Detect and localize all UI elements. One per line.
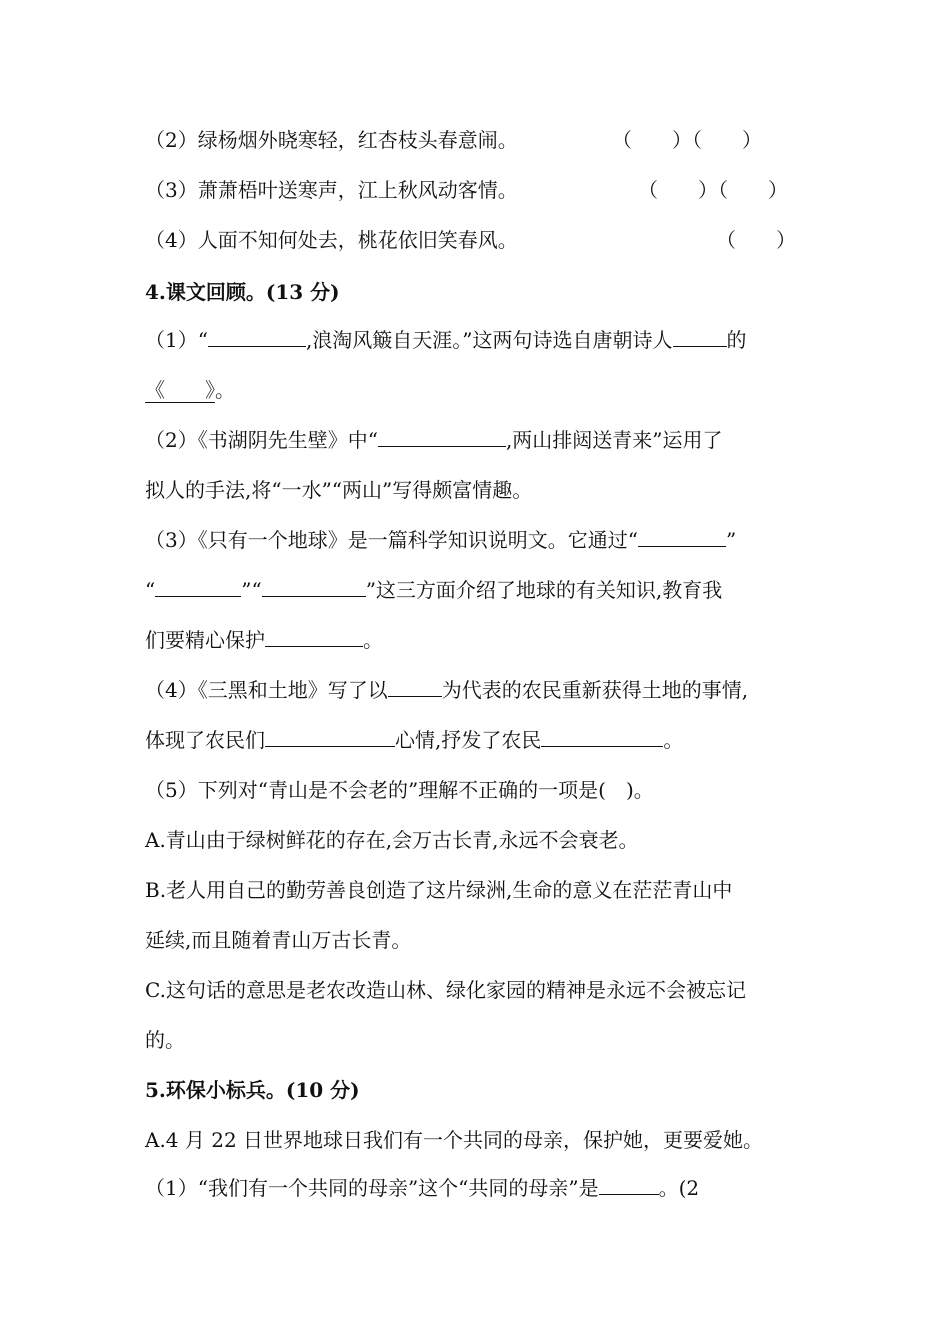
q5-passage-a: A.4 月 22 日世界地球日我们有一个共同的母亲，保护她，更要爱她。: [145, 1128, 764, 1152]
q3-item-3: [145, 176, 518, 204]
q3-item-4-answer-parens[interactable]: （ ）: [716, 228, 796, 252]
q4-part-4-line-2: [145, 726, 683, 754]
option-c-line-2: 的。: [145, 1028, 185, 1052]
option-a: A.青山由于绿树鲜花的存在,会万古长青,永远不会衰老。: [145, 828, 639, 852]
q4-part-5: （5）下列对“青山是不会老的”理解不正确的一项是( )。: [145, 778, 654, 802]
answer-blank[interactable]: [208, 326, 306, 347]
answer-blank[interactable]: [388, 676, 442, 697]
text-segment: （3）《只有一个地球》是一篇科学知识说明文。它通过“: [145, 528, 638, 552]
q3-item-2-answer-parens[interactable]: （ ）（ ）: [612, 128, 762, 152]
q4-part-1-line-1: [145, 326, 747, 354]
q4-part-1-line-2: [145, 376, 235, 404]
answer-blank[interactable]: [262, 576, 366, 597]
q5-heading: 5.环保小标兵。(10 分): [145, 1078, 360, 1102]
text-segment: ,浪淘风簸自天涯。”这两句诗选自唐朝诗人: [305, 328, 673, 352]
q3-item-2: [145, 126, 518, 154]
text-segment: ”“: [241, 578, 262, 602]
q4-part-4-line-1: [145, 676, 748, 704]
q4-part-3-line-3: [145, 626, 383, 654]
text-segment: 。: [663, 728, 684, 752]
answer-blank[interactable]: [541, 726, 663, 747]
answer-blank[interactable]: [155, 576, 241, 597]
text-segment: 心情,抒发了农民: [395, 728, 542, 752]
option-b-line-2: 延续,而且随着青山万古长青。: [145, 928, 412, 952]
text-segment: 。: [215, 378, 235, 402]
text-segment: ”这三方面介绍了地球的有关知识,教育我: [365, 578, 723, 602]
answer-blank[interactable]: [265, 726, 395, 747]
q4-part-2-line-2: 拟人的手法,将“一水”“两山”写得颇富情趣。: [145, 478, 533, 502]
answer-blank[interactable]: [638, 526, 726, 547]
text-segment: （2）《书湖阴先生壁》中“: [145, 428, 378, 452]
text-segment: 。(2: [658, 1176, 700, 1200]
text-segment: ,两山排闼送青来”运用了: [505, 428, 723, 452]
text-segment: ”: [725, 528, 737, 552]
q3-item-3-answer-parens[interactable]: （ ）（ ）: [638, 178, 788, 202]
q3-item-3-text: （3）萧萧梧叶送寒声，江上秋风动客情。: [145, 178, 518, 202]
text-segment: 。: [363, 628, 383, 652]
q4-part-3-line-1: [145, 526, 736, 554]
q3-item-2-text: （2）绿杨烟外晓寒轻，红杏枝头春意闹。: [145, 128, 518, 152]
text-segment: 的: [726, 328, 747, 352]
text-segment: “: [145, 578, 156, 602]
answer-blank[interactable]: [673, 326, 727, 347]
answer-blank[interactable]: [599, 1174, 659, 1195]
answer-blank[interactable]: [265, 626, 363, 647]
q4-part-2-line-1: [145, 426, 723, 454]
text-segment: （1）“我们有一个共同的母亲”这个“共同的母亲”是: [145, 1176, 599, 1200]
text-segment: 们要精心保护: [145, 628, 265, 652]
q3-item-4-text: （4）人面不知何处去，桃花依旧笑春风。: [145, 228, 518, 252]
option-b-line-1: B.老人用自己的勤劳善良创造了这片绿洲,生命的意义在茫茫青山中: [145, 878, 733, 902]
answer-blank[interactable]: [378, 426, 506, 447]
q5-part-1: [145, 1174, 699, 1202]
q4-heading: 4.课文回顾。(13 分): [145, 280, 340, 304]
text-segment: （1）“: [145, 328, 208, 352]
book-title-blank[interactable]: 《 》: [145, 378, 215, 402]
option-c-line-1: C.这句话的意思是老农改造山林、绿化家园的精神是永远不会被忘记: [145, 978, 746, 1002]
q3-item-4: [145, 226, 518, 254]
text-segment: （4）《三黑和土地》写了以: [145, 678, 388, 702]
text-segment: 体现了农民们: [145, 728, 265, 752]
q4-part-3-line-2: [145, 576, 722, 604]
text-segment: 为代表的农民重新获得土地的事情,: [441, 678, 749, 702]
